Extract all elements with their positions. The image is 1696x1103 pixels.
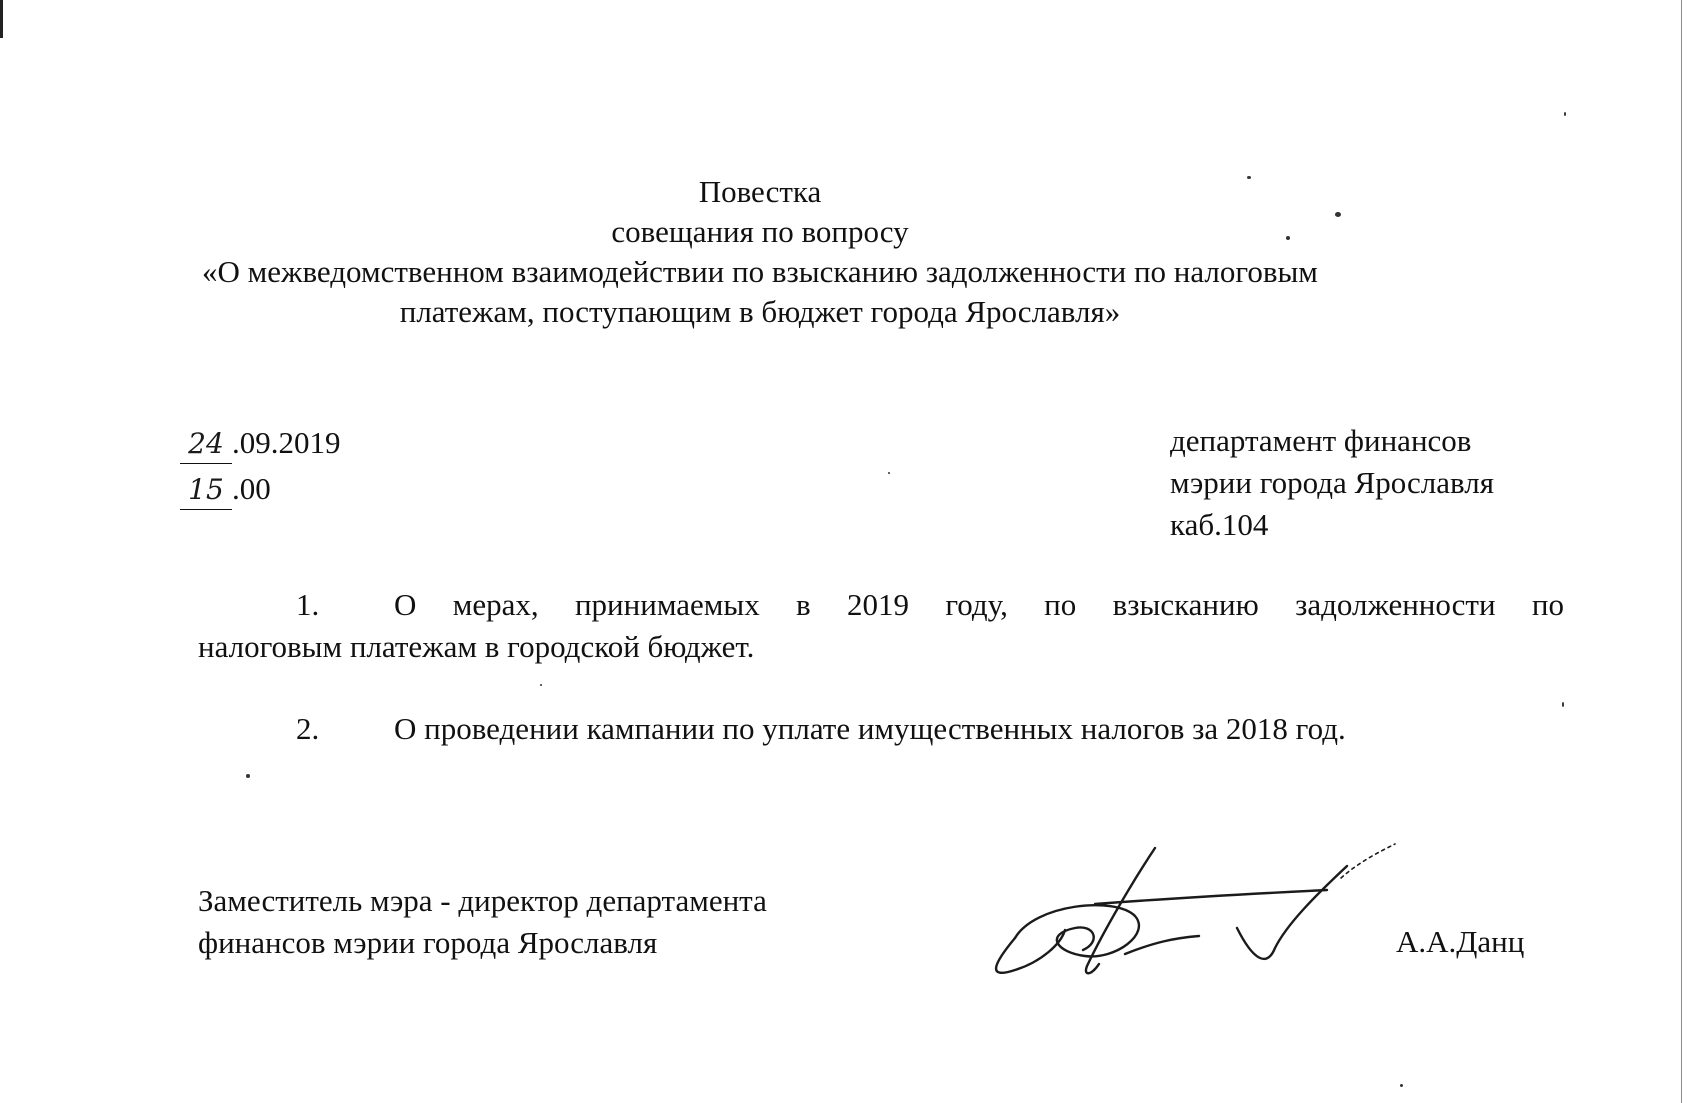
- place-line-1: департамент финансов: [1170, 423, 1472, 458]
- meeting-time-rest: .00: [232, 471, 271, 506]
- document-title: [170, 172, 1350, 332]
- scan-speck: [540, 684, 542, 686]
- title-line-3: «О межведомственном взаимодействии по взысканию задолженности по налоговым: [202, 254, 1318, 289]
- meeting-time: [180, 466, 341, 512]
- meeting-place: [1170, 420, 1494, 546]
- meeting-date: [180, 420, 341, 466]
- scan-speck: [1564, 112, 1566, 116]
- position-line-2: финансов мэрии города Ярославля: [198, 925, 658, 960]
- scan-speck: [1400, 1084, 1403, 1087]
- position-line-1: Заместитель мэра - директор департамента: [198, 883, 767, 918]
- place-line-2: мэрии города Ярославля: [1170, 465, 1494, 500]
- agenda-item-text-continued: налоговым платежам в городской бюджет.: [198, 629, 755, 664]
- scan-speck: [246, 774, 250, 778]
- title-line-2: совещания по вопросу: [611, 214, 909, 249]
- handwritten-hour: 15: [180, 467, 232, 512]
- agenda-item-number: 1.: [296, 587, 320, 622]
- agenda-item-text: О мерах, принимаемых в 2019 году, по взысканию задолженности по: [394, 587, 1564, 622]
- scan-speck: [888, 472, 890, 474]
- title-line-4: платежам, поступающим в бюджет города Ярославля»: [399, 294, 1121, 329]
- meeting-date-rest: .09.2019: [232, 425, 341, 460]
- signatory-position: [198, 880, 767, 964]
- meeting-datetime: [180, 420, 341, 512]
- place-line-3: каб.104: [1170, 507, 1269, 542]
- title-line-1: Повестка: [698, 174, 822, 209]
- scan-speck: [1562, 702, 1564, 707]
- handwritten-day: 24: [180, 421, 232, 466]
- agenda-item-2: [198, 708, 1564, 750]
- agenda-item-1: [198, 584, 1564, 668]
- scan-edge-mark: [0, 0, 3, 38]
- signatory-name: А.А.Данц: [1396, 924, 1525, 959]
- agenda-item-number: 2.: [296, 711, 320, 746]
- handwritten-signature: [975, 838, 1415, 988]
- scan-edge-line: [1681, 0, 1682, 1103]
- agenda-item-text: О проведении кампании по уплате имущественных налогов за 2018 год.: [394, 711, 1346, 746]
